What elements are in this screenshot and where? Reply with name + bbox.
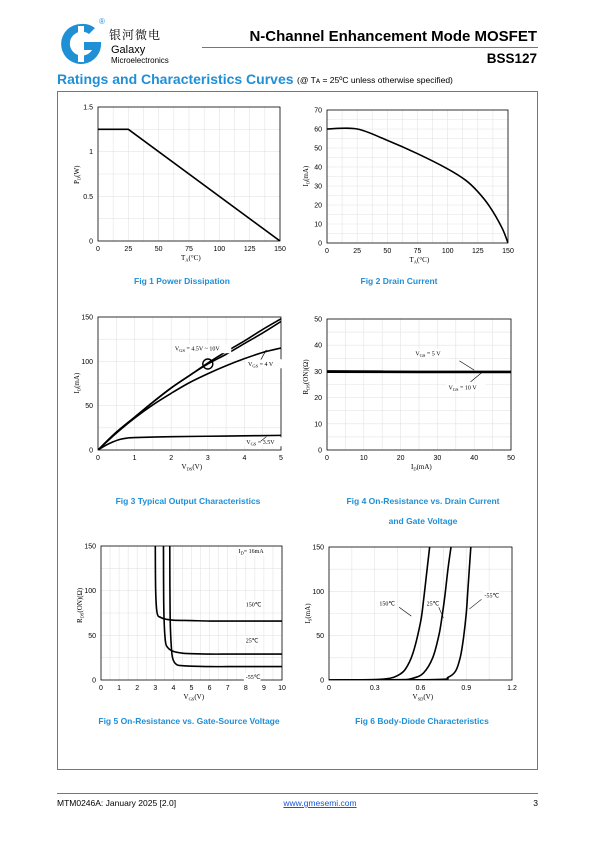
annotation-leader (471, 373, 482, 382)
x-tick-label: 2 (135, 685, 140, 692)
y-tick-label: 100 (81, 358, 93, 366)
x-tick-label: 8 (243, 685, 248, 692)
section-title: Ratings and Characteristics Curves (57, 71, 294, 87)
footer-website-link[interactable]: www.gmesemi.com (283, 798, 357, 808)
x-tick-label: 0 (96, 455, 100, 462)
caption-fig3: Fig 3 Typical Output Characteristics (115, 496, 261, 506)
caption-fig4-line2: and Gate Voltage (388, 516, 458, 526)
x-tick-label: 75 (185, 246, 193, 253)
x-tick-label: 0 (96, 246, 100, 253)
registered-mark: ® (99, 17, 105, 26)
part-number: BSS127 (486, 51, 537, 66)
brand-subtitle: Microelectronics (111, 56, 169, 65)
x-axis-label: $T_A(^\circ C)$ (409, 256, 430, 265)
x-tick-label: 100 (441, 248, 454, 255)
y-tick-label: 0 (92, 677, 96, 685)
x-tick-label: 0 (325, 455, 329, 462)
chart-drain-current (298, 100, 538, 272)
x-tick-label: 3 (153, 685, 158, 692)
x-tick-label: 4 (171, 685, 176, 692)
chart-power-dissipation (58, 100, 298, 272)
annotation-label: $I_D= 16mA$ (238, 549, 264, 556)
x-tick-label: 1.2 (507, 685, 517, 692)
annotation-leader (399, 607, 411, 616)
y-tick-label: 40 (314, 164, 322, 172)
annotation-label: 150℃ (379, 601, 396, 608)
x-tick-label: 4 (242, 455, 247, 462)
y-tick-label: 1.5 (83, 104, 93, 112)
x-tick-label: 0 (99, 685, 103, 692)
y-axis-label: $R_{DS}(ON)(\Omega)$ (76, 587, 85, 623)
y-axis-label: $P_D(W)$ (73, 165, 82, 184)
annotation-leader (469, 599, 481, 609)
x-tick-label: 0 (325, 248, 329, 255)
x-tick-label: 2 (169, 455, 174, 462)
brand-name: Galaxy (111, 44, 146, 56)
annotation-label: -55℃ (245, 675, 261, 682)
x-tick-label: 7 (225, 685, 230, 692)
x-tick-label: 0.9 (461, 685, 472, 692)
annotation-label: $V_{GS} = 4$ V (248, 361, 274, 369)
footer-divider (57, 793, 538, 794)
x-axis-label: $I_D(mA)$ (411, 463, 432, 472)
x-tick-label: 150 (502, 248, 514, 255)
annotation-label: $V_{GS} = 5$ V (415, 351, 441, 359)
x-tick-label: 0.3 (369, 685, 380, 692)
y-tick-label: 0 (89, 447, 93, 455)
y-tick-label: 10 (314, 221, 322, 229)
x-tick-label: 25 (124, 246, 133, 253)
chart-on-resistance-vs-gate-voltage (58, 540, 298, 712)
y-tick-label: 40 (314, 342, 322, 350)
x-axis-label: $V_{SD}(V)$ (412, 693, 434, 702)
y-tick-label: 30 (314, 368, 322, 376)
x-tick-label: 150 (274, 246, 286, 253)
x-axis-label: $V_{DS}(V)$ (181, 463, 203, 472)
galaxy-logo-icon (56, 20, 106, 68)
chart-output-characteristics (58, 310, 298, 482)
x-tick-label: 10 (278, 685, 286, 692)
y-axis-label: $I_D(mA)$ (302, 165, 311, 187)
y-tick-label: 50 (314, 145, 322, 153)
y-tick-label: 0.5 (83, 193, 93, 201)
y-tick-label: 50 (314, 316, 322, 324)
caption-fig5: Fig 5 On-Resistance vs. Gate-Source Voltage (98, 716, 280, 726)
series-line (170, 546, 282, 667)
x-tick-label: 75 (413, 248, 422, 255)
y-tick-label: 60 (314, 126, 322, 134)
header-divider (202, 47, 538, 48)
x-tick-label: 0 (327, 685, 331, 692)
x-tick-label: 40 (470, 455, 479, 462)
y-tick-label: 100 (84, 588, 96, 596)
x-tick-label: 50 (383, 248, 392, 255)
chart-on-resistance-vs-drain-current (298, 310, 538, 482)
y-tick-label: 50 (88, 632, 96, 640)
y-tick-label: 0 (89, 238, 93, 246)
y-tick-label: 0 (320, 677, 324, 685)
x-tick-label: 50 (507, 455, 515, 462)
section-condition: (@ Tᴀ = 25ºC unless otherwise specified) (297, 75, 453, 85)
x-tick-label: 125 (471, 248, 484, 255)
y-tick-label: 1 (89, 149, 93, 157)
annotation-label: 150℃ (245, 602, 262, 609)
annotation-leader (459, 361, 474, 370)
y-axis-label: $I_S(mA)$ (304, 603, 313, 624)
y-tick-label: 150 (84, 543, 96, 551)
y-tick-label: 50 (316, 633, 324, 641)
y-tick-label: 0 (318, 447, 322, 455)
series-line (327, 371, 511, 372)
x-tick-label: 1 (132, 455, 137, 462)
chart-body-diode (298, 540, 538, 712)
y-tick-label: 30 (314, 183, 322, 191)
brand-chinese-name: 银河微电 (109, 28, 162, 42)
x-tick-label: 6 (207, 685, 212, 692)
series-line (163, 546, 282, 654)
y-tick-label: 20 (314, 395, 322, 403)
annotation-leader (261, 350, 266, 360)
y-tick-label: 150 (81, 314, 93, 322)
footer-doc-id: MTM0246A: January 2025 [2.0] (57, 798, 177, 808)
y-tick-label: 50 (85, 403, 93, 411)
x-tick-label: 30 (433, 455, 442, 462)
x-tick-label: 0.6 (415, 685, 426, 692)
caption-fig2: Fig 2 Drain Current (360, 276, 438, 286)
annotation-label: $V_{GS} = 4.5V$ ~ 10V (174, 346, 220, 354)
caption-fig1: Fig 1 Power Dissipation (134, 276, 230, 286)
annotation-label: -55℃ (484, 593, 500, 600)
y-tick-label: 150 (312, 544, 324, 552)
x-axis-label: $V_{GS}(V)$ (183, 693, 205, 702)
page-title: N-Channel Enhancement Mode MOSFET (249, 28, 537, 45)
caption-fig6: Fig 6 Body-Diode Characteristics (355, 716, 489, 726)
x-tick-label: 125 (243, 246, 256, 253)
caption-fig4: Fig 4 On-Resistance vs. Drain Current (346, 496, 500, 506)
x-tick-label: 9 (261, 685, 266, 692)
x-axis-label: $T_A(^\circ C)$ (181, 254, 201, 263)
x-tick-label: 20 (396, 455, 405, 462)
x-tick-label: 10 (359, 455, 368, 462)
x-tick-label: 1 (117, 685, 122, 692)
y-tick-label: 100 (312, 588, 324, 596)
annotation-label: 25℃ (245, 638, 259, 645)
y-axis-label: $I_D(mA)$ (73, 372, 82, 394)
y-tick-label: 0 (318, 240, 322, 248)
x-tick-label: 50 (154, 246, 163, 253)
y-tick-label: 10 (314, 421, 322, 429)
x-tick-label: 25 (353, 248, 362, 255)
annotation-label: $V_{GS} = 3.5V$ (246, 439, 275, 447)
x-tick-label: 5 (189, 685, 194, 692)
annotation-label: $V_{GS} = 10$ V (448, 385, 477, 393)
y-axis-label: $R_{DS}(ON)(\Omega)$ (302, 359, 311, 395)
x-tick-label: 100 (213, 246, 226, 253)
y-tick-label: 20 (314, 202, 322, 210)
footer-page-number: 3 (533, 798, 538, 808)
annotation-label: 25℃ (426, 601, 440, 608)
y-tick-label: 70 (314, 107, 322, 115)
x-tick-label: 3 (205, 455, 210, 462)
x-tick-label: 5 (279, 455, 283, 462)
